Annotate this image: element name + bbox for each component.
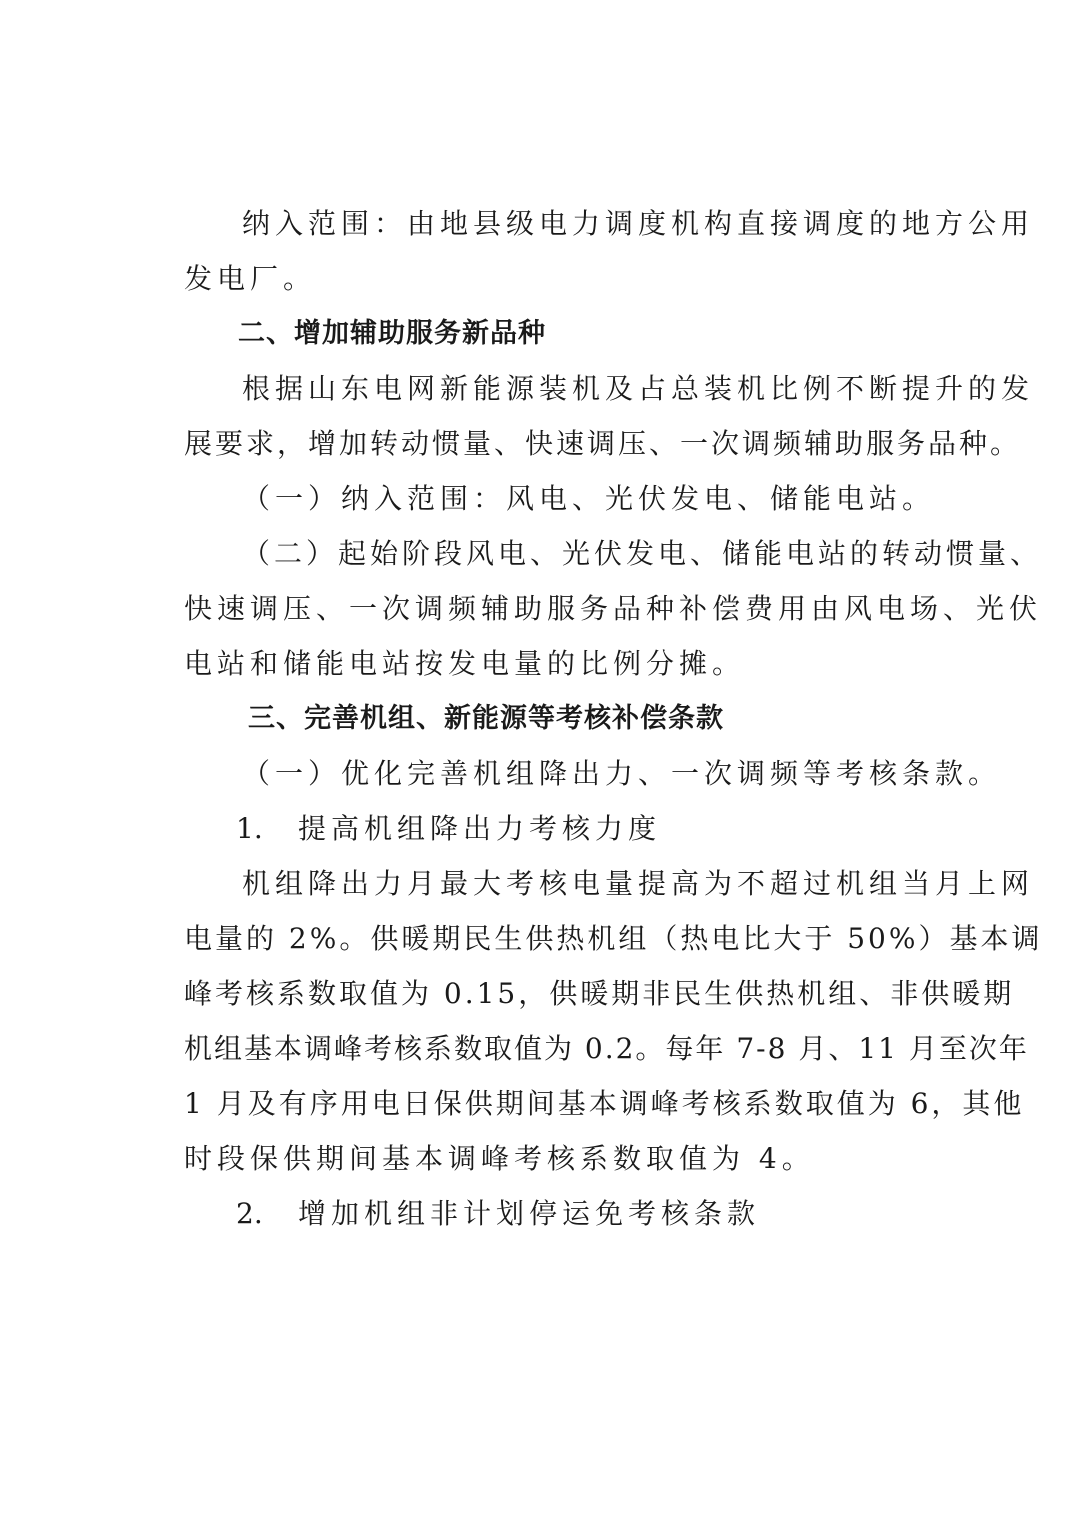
numbered-item bbox=[184, 1186, 954, 1241]
numbered-item bbox=[184, 801, 954, 856]
paragraph-line: 峰考核系数取值为 0.15，供暖期非民生供热机组、非供暖期 bbox=[184, 977, 1015, 1010]
paragraph-line: 电站和储能电站按发电量的比例分摊。 bbox=[184, 647, 746, 680]
paragraph-line: 机组基本调峰考核系数取值为 0.2。每年 7-8 月、11 月至次年 bbox=[184, 1032, 1029, 1065]
paragraph-line: 根据山东电网新能源装机及占总装机比例不断提升的发 bbox=[242, 372, 1035, 405]
section-heading: 三、完善机组、新能源等考核补偿条款 bbox=[248, 703, 724, 734]
item-text: 提高机组降出力考核力度 bbox=[298, 812, 662, 845]
paragraph-line: （一）优化完善机组降出力、一次调频等考核条款。 bbox=[242, 757, 1002, 790]
paragraph-line: （一）纳入范围：风电、光伏发电、储能电站。 bbox=[242, 482, 936, 515]
section-heading: 二、增加辅助服务新品种 bbox=[238, 318, 546, 349]
paragraph-line: 1 月及有序用电日保供期间基本调峰考核系数取值为 6，其他 bbox=[184, 1087, 1025, 1120]
paragraph-line: 电量的 2%。供暖期民生供热机组（热电比大于 50%）基本调 bbox=[184, 922, 1043, 955]
document-page bbox=[184, 196, 1043, 1241]
paragraph-line: （二）起始阶段风电、光伏发电、储能电站的转动惯量、 bbox=[242, 537, 1043, 570]
paragraph-line: 快速调压、一次调频辅助服务品种补偿费用由风电场、光伏 bbox=[184, 592, 1043, 625]
paragraph-line: 时段保供期间基本调峰考核系数取值为 4。 bbox=[184, 1142, 815, 1175]
paragraph-line: 发电厂。 bbox=[184, 262, 317, 295]
item-number: 1. bbox=[236, 812, 263, 845]
paragraph-line: 机组降出力月最大考核电量提高为不超过机组当月上网 bbox=[242, 867, 1035, 900]
item-text: 增加机组非计划停运免考核条款 bbox=[298, 1197, 761, 1230]
item-number: 2. bbox=[236, 1197, 263, 1230]
paragraph-line: 展要求，增加转动惯量、快速调压、一次调频辅助服务品种。 bbox=[184, 427, 1022, 460]
paragraph-line: 纳入范围：由地县级电力调度机构直接调度的地方公用 bbox=[242, 207, 1035, 240]
